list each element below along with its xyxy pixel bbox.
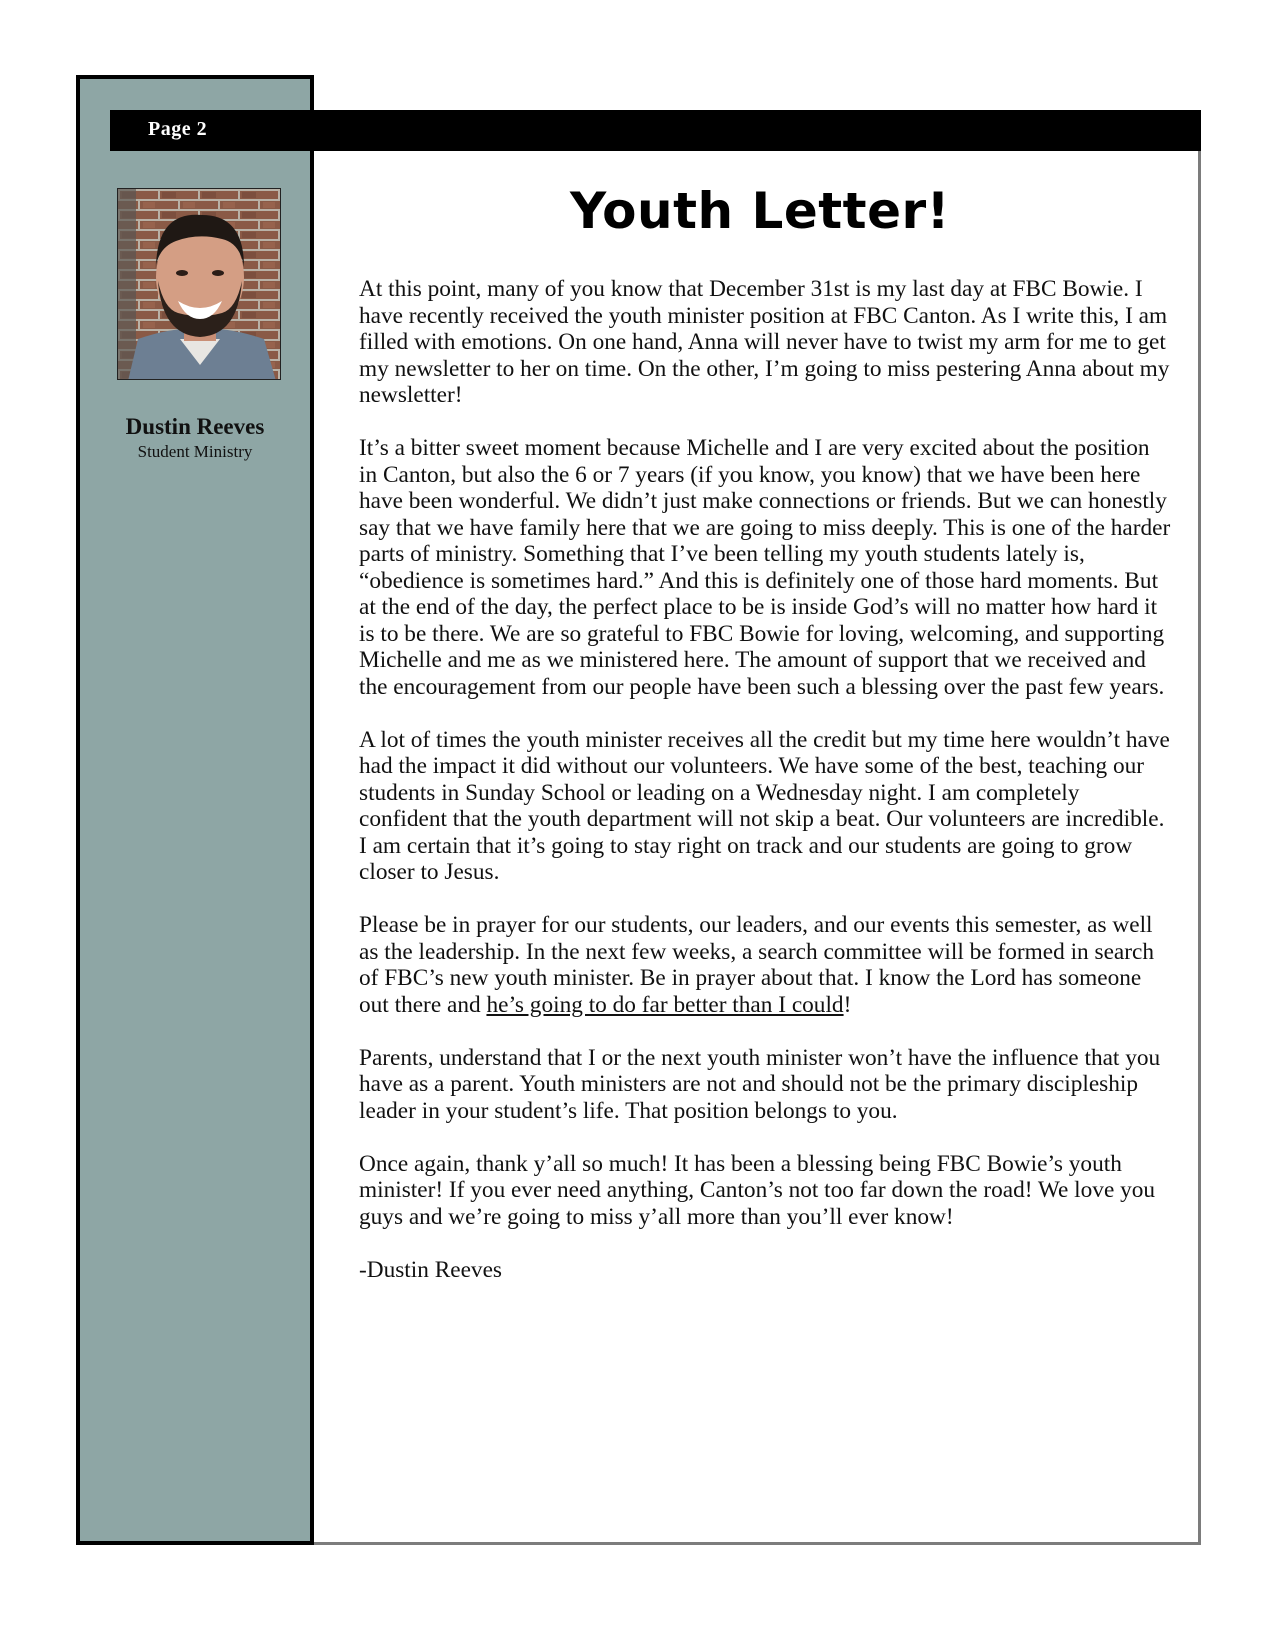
page-header-bar xyxy=(110,110,1201,151)
page-number-label: Page 2 xyxy=(148,118,208,140)
letter-paragraph: It’s a bitter sweet moment because Michelle and I are very excited about the position in Canton, but also the 6 or 7 years (if you know, you know) that we have been here have been wonderful. We didn’t just make connections or friends. But we can honestly say that we have family here that we are going to miss deeply. This is one of the harder parts of ministry. Something that I’ve been telling my youth students lately is, “obedience is sometimes hard.” And this is definitely one of those hard moments. But at the end of the day, the perfect place to be is inside God’s will no matter how hard it is to be there. We are so grateful to FBC Bowie for loving, welcoming, and supporting Michelle and me as we ministered here. The amount of support that we received and the encouragement from our people have been such a blessing over the past few years. xyxy=(359,435,1171,700)
underlined-phrase: he’s going to do far better than I could xyxy=(486,991,844,1018)
letter-paragraph: A lot of times the youth minister receives all the credit but my time here wouldn’t have had the impact it did without our volunteers. We have some of the best, teaching our students in Sunday School or leading on a Wednesday night. I am completely confident that the youth department will not skip a beat. Our volunteers are incredible. I am certain that it’s going to stay right on track and our students are going to grow closer to Jesus. xyxy=(359,726,1170,885)
prayer-paragraph xyxy=(359,912,1171,1018)
prayer-text: Please be in prayer for our students, our leaders, and our events this semester, as well as the leadership. In the next few weeks, a search committee will be formed in search of FBC’s new youth minister. Be in prayer about that. I know the Lord has someone out there and xyxy=(359,912,1155,1018)
author-name: Dustin Reeves xyxy=(125,414,265,439)
signature: -Dustin Reeves xyxy=(359,1256,502,1283)
author-photo xyxy=(117,188,281,380)
letter-paragraph: At this point, many of you know that December 31st is my last day at FBC Bowie. I have recently received the youth minister position at FBC Canton. As I write this, I am filled with emotions. On one hand, Anna will never have to twist my arm for me to get my newsletter to her on time. On the other, I’m going to miss pestering Anna about my newsletter! xyxy=(359,276,1170,408)
letter-paragraph: Once again, thank y’all so much! It has been a blessing being FBC Bowie’s youth minister! If you ever need anything, Canton’s not too far down the road! We love you guys and we’re going to miss y’all more than you’ll ever know! xyxy=(359,1150,1156,1230)
article-title: Youth Letter! xyxy=(570,182,950,240)
prayer-tail: ! xyxy=(843,991,852,1018)
letter-body xyxy=(359,276,1171,1310)
author-role: Student Ministry xyxy=(137,442,253,461)
letter-paragraph: Parents, understand that I or the next youth minister won’t have the influence that you have as a parent. Youth ministers are not and should not be the primary discipleship leader in your student’s life. That position belongs to you. xyxy=(359,1044,1161,1124)
